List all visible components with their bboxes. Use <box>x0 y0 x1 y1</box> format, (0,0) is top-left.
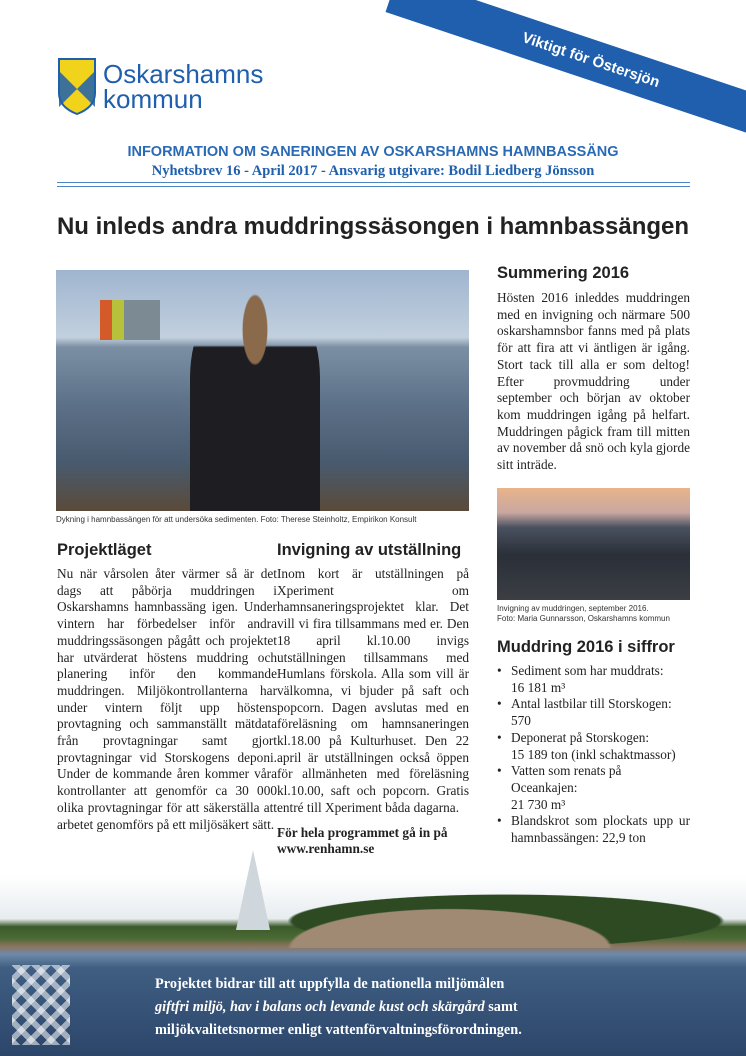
photo-caption <box>497 604 670 624</box>
harbor-crane <box>100 300 160 340</box>
section-body: Hösten 2016 inleddes muddringen med en invigning och närmare 500 oskarshamnsbor fanns med på plats för att fira att vi äntligen är igång. Stort tack till alla er som deltog! Efter provmuddring under september och början av oktober kom muddringen igång på helfart. Muddringen pågick fram till mitten av november då snö och kyla gjorde sitt inträde. <box>497 290 690 473</box>
stat-label: Vatten som renats på Oceankajen: <box>511 763 622 795</box>
footer-text: samt <box>484 999 518 1015</box>
section-heading: Muddring 2016 i siffror <box>497 638 675 656</box>
newsletter-subtitle: Nyhetsbrev 16 - April 2017 - Ansvarig utgivare: Bodil Liedberg Jönsson <box>151 163 595 179</box>
footer-statement <box>155 973 522 1042</box>
inauguration-photo <box>497 488 690 600</box>
stat-label: Antal lastbilar till Storskogen: 570 <box>511 696 672 729</box>
section-summering <box>497 264 690 474</box>
photo-caption: Dykning i hamnbassängen för att undersöka sedimenten. Foto: Therese Steinholtz, Empirikon Konsult <box>56 515 417 524</box>
section-heading: Summering 2016 <box>497 264 630 282</box>
caption-line: Foto: Maria Gunnarsson, Oskarshamns kommun <box>497 614 670 623</box>
section-invigning <box>277 541 469 858</box>
section-body: Nu när vårsolen åter värmer så är det dags att påbörja muddringen i Oskarshamns hamnbassäng igen. Under vintern har förbedelser inför andra muddringssäsongen pågått och projektet har utvärderat höstens muddring och planering inför den kommande muddringen. Miljökontrollanterna har under vintern följt upp höstens provtagning och sammanställt mätdata från provtagningar samt gjort provtagningar vid Storskogens deponi. Under de kommande åren kommer våra kontrollanter att genomför ca 30 000 olika provtagningar för att säkerställa att arbetet genomförs på ett miljösäkert sätt. <box>57 566 277 832</box>
stat-value: 21 730 m³ <box>511 796 566 812</box>
list-item <box>497 763 690 813</box>
decorative-pattern <box>12 965 70 1045</box>
footer-line: Projektet bidrar till att uppfylla de nationella miljömålen <box>155 976 505 992</box>
website-link[interactable]: www.renhamn.se <box>277 841 375 857</box>
stat-value: 16 181 m³ <box>511 679 566 695</box>
stats-list <box>497 663 690 847</box>
divider <box>57 182 690 183</box>
coat-of-arms-logo <box>57 57 97 115</box>
logo-line1: Oskarshamns <box>103 59 264 89</box>
footer-line <box>155 996 522 1019</box>
caption-line: Invigning av muddringen, september 2016. <box>497 604 649 613</box>
footer-line: miljökvalitetsnormer enligt vattenförvaltningsförordningen. <box>155 1022 522 1038</box>
divider <box>57 186 690 187</box>
logo-line2: kommun <box>103 84 203 114</box>
ribbon-text: Viktigt för Östersjön <box>520 28 662 91</box>
stat-label: Blandskrot som plockats upp ur hamnbassängen: 22,9 ton <box>511 813 690 846</box>
diver-figure <box>190 290 320 511</box>
section-heading: Projektläget <box>57 541 152 559</box>
list-item <box>497 696 690 729</box>
program-cta: För hela programmet gå in på <box>277 824 448 840</box>
beacon-tower <box>236 850 270 930</box>
stat-value: 15 189 ton (inkl schaktmassor) <box>511 746 676 762</box>
page-headline: Nu inleds andra muddringssäsongen i hamnbassängen <box>56 213 690 240</box>
stat-label: Sediment som har muddrats: <box>511 663 664 678</box>
ribbon-banner <box>386 0 746 158</box>
newsletter-title: INFORMATION OM SANERINGEN AV OSKARSHAMNS HAMNBASSÄNG <box>127 144 619 160</box>
section-siffror <box>497 638 690 847</box>
list-item <box>497 730 690 763</box>
section-body: Inom kort är utställningen på Xperiment om hamnsaneringsprojektet klar. Det vill vi fira tillsammans med er. Den 18 april kl.10.00 invigs utställningen tillsammans med Humlans förskola. Alla som vill är välkomna, vi bjuder på saft och popcorn. Dagen avslutas med en föreläsning om hamnsaneringen kl.18.00 på Kulturhuset. Den 22 april är utställningen också öppen för allmänheten med föreläsning kl.10.00, saft och popcorn. Gratis entré till Xperiment båda dagarna. <box>277 566 469 815</box>
logo-text <box>103 59 264 114</box>
section-heading: Invigning av utställning <box>277 541 462 559</box>
list-item <box>497 663 690 696</box>
section-projektlaget <box>57 541 277 833</box>
stat-label: Deponerat på Storskogen: <box>511 729 650 745</box>
footer-italic: giftfri miljö, hav i balans och levande kust och skärgård <box>155 999 485 1015</box>
list-item <box>497 813 690 846</box>
